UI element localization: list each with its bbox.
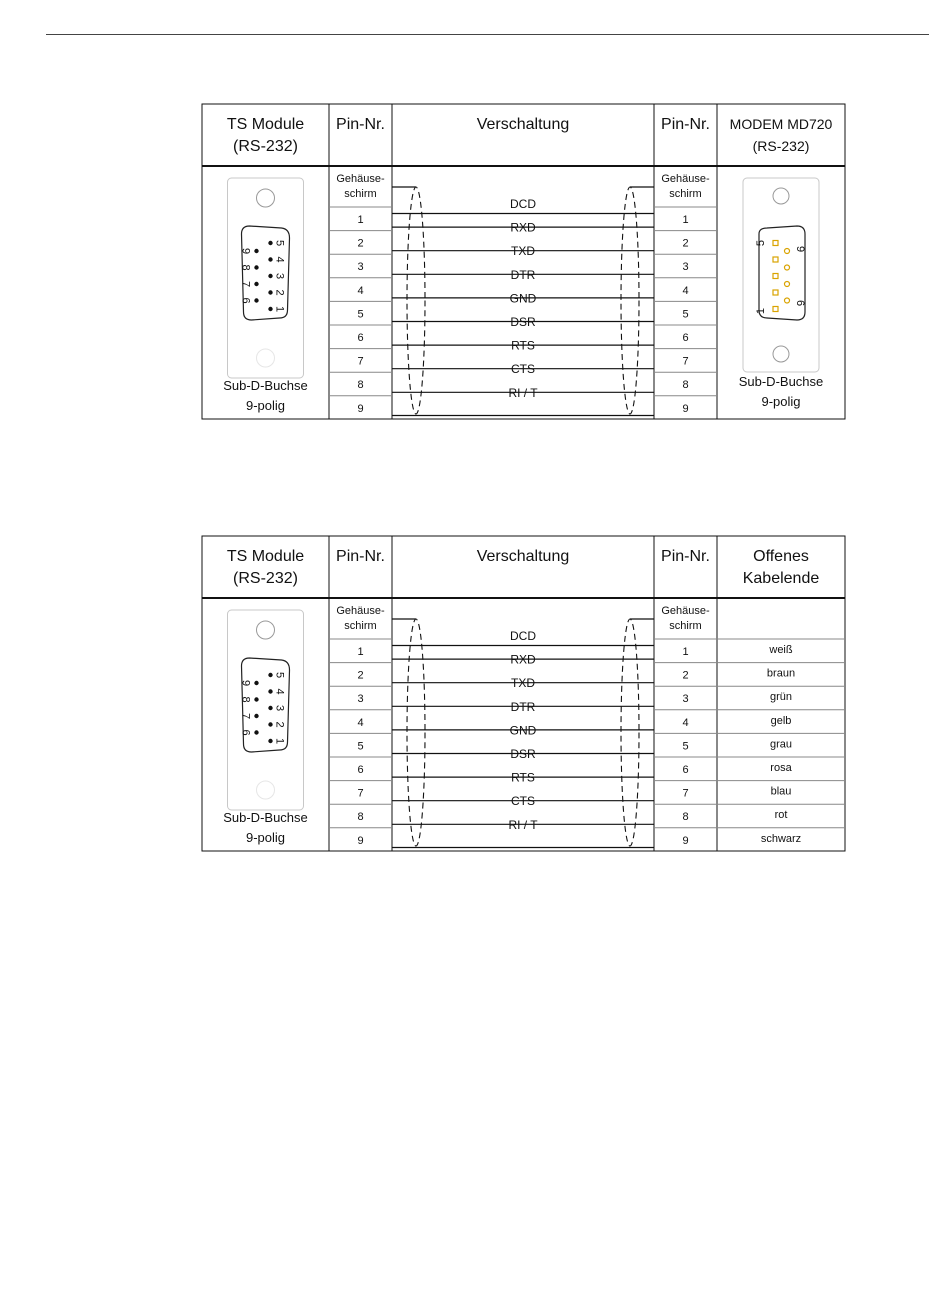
right-pin-1: 1 [682,646,689,658]
cable-color-7: blau [770,785,792,798]
cable-color-4: gelb [770,714,792,727]
signal-dsr: DSR [510,747,536,761]
cable-shield-left [407,187,425,414]
cable-color-5: grau [769,738,793,751]
connector-pin-icon [254,681,258,685]
left-pin-3: 3 [357,261,364,274]
connector-pin-label: 6 [239,297,252,304]
connector-pin-icon [773,307,778,312]
connector-pin-label: 5 [273,239,286,247]
cable-color-9: schwarz [760,832,802,845]
right-pin-8: 8 [682,379,689,392]
right-pin-3: 3 [682,261,689,274]
connector-pin-icon [785,282,790,287]
left-pin-5: 5 [357,308,364,321]
signal-rit: RI / T [508,385,538,400]
cable-color-3: grün [769,691,793,704]
connector-caption-line-1: Sub-D-Buchse [223,378,308,393]
signal-rts: RTS [511,338,535,353]
signal-rxd: RXD [510,652,536,667]
right-pin-2: 2 [682,669,689,682]
connector-pin-icon [773,241,778,246]
signal-cts: CTS [511,794,535,809]
diagram-2-left-connector [223,610,308,845]
mounting-hole-icon [257,189,275,207]
left-pin-1: 1 [357,646,364,658]
left-pin-6: 6 [357,332,364,344]
connector-pin-label: 1 [755,307,767,315]
diagram-1-left-connector [223,178,308,413]
right-pin-6: 6 [682,332,689,344]
connector-caption-line-1: Sub-D-Buchse [738,374,824,389]
right-pin-9: 9 [682,834,689,847]
mounting-hole-icon [257,621,275,639]
left-shield-label-line-2: schirm [344,188,377,200]
signal-dtr: DTR [510,267,536,282]
signal-dsr: DSR [510,315,536,329]
connector-pin-label: 2 [273,721,286,728]
right-shield-label-line-2: schirm [669,620,702,632]
connector-pin-label: 9 [239,679,252,687]
right-shield-label-line-1: Gehäuse- [661,173,710,185]
left-pin-7: 7 [357,355,364,368]
connector-pin-label: 5 [755,239,767,247]
left-pin-8: 8 [357,379,364,392]
connector-caption-line-2: 9-polig [761,394,801,409]
right-pin-header: Pin-Nr. [661,116,710,133]
cable-color-2: braun [766,667,796,680]
connector-pin-icon [268,257,272,261]
connector-pin-label: 1 [273,305,286,313]
right-pin-header: Pin-Nr. [661,548,710,565]
left-device-interface: (RS-232) [233,138,298,155]
mounting-hole-icon [257,349,275,367]
signal-rit: RI / T [508,817,538,832]
connector-pin-label: 3 [273,272,286,280]
connector-pin-label: 4 [273,256,286,263]
left-pin-7: 7 [357,787,364,800]
signal-rxd: RXD [510,220,536,235]
connector-pin-label: 9 [239,247,252,255]
right-device-title: Offenes [753,548,809,565]
right-pin-5: 5 [682,308,689,321]
wiring-header: Verschaltung [476,548,570,565]
wiring-header: Verschaltung [476,116,570,133]
right-pin-2: 2 [682,237,689,250]
connector-pin-icon [773,290,778,295]
right-pin-4: 4 [682,716,689,729]
connector-pin-icon [254,697,258,701]
connector-pin-label: 4 [273,688,286,695]
connector-pin-label: 9 [794,245,806,253]
right-pin-7: 7 [682,355,689,368]
right-shield-label-line-1: Gehäuse- [661,605,710,617]
connector-pin-icon [773,274,778,279]
connector-pin-icon [254,714,258,718]
right-pin-5: 5 [682,740,689,753]
signal-txd: TXD [511,676,535,691]
signal-dcd: DCD [510,197,536,211]
left-pin-5: 5 [357,740,364,753]
signal-gnd: GND [509,291,537,306]
connector-pin-icon [268,689,272,693]
connector-pin-icon [268,241,272,245]
connector-caption-line-2: 9-polig [245,830,286,845]
connector-pin-label: 7 [239,712,252,720]
right-device-subtitle: Kabelende [742,570,820,587]
left-pin-6: 6 [357,764,364,776]
connector-pin-label: 2 [273,289,286,296]
left-pin-4: 4 [357,716,364,729]
left-pin-3: 3 [357,693,364,706]
connector-pin-icon [785,249,790,254]
right-device-title: MODEM MD720 [729,116,833,132]
connector-plate-outline [743,178,819,372]
connector-plate-outline [228,610,304,810]
cable-shield-right [621,619,639,846]
connector-pin-label: 5 [273,671,286,679]
left-shield-label-line-2: schirm [344,620,377,632]
connector-caption-line-1: Sub-D-Buchse [223,810,308,825]
connector-pin-icon [268,274,272,278]
left-shield-label-line-1: Gehäuse- [336,173,385,185]
cable-shield-right [621,187,639,414]
signal-rts: RTS [511,770,535,785]
left-pin-1: 1 [357,214,364,226]
connector-pin-icon [268,706,272,710]
connector-pin-label: 1 [273,737,286,745]
left-pin-9: 9 [357,402,364,415]
left-pin-header: Pin-Nr. [336,116,385,133]
connector-pin-icon [268,739,272,743]
cable-color-8: rot [774,809,788,822]
left-device-interface: (RS-232) [233,570,298,587]
right-pin-4: 4 [682,284,689,297]
connector-pin-label: 6 [239,729,252,736]
connector-pin-icon [773,257,778,262]
left-pin-2: 2 [357,237,364,250]
diagram-1-right-connector [739,178,824,409]
mounting-hole-icon [773,346,789,362]
right-pin-3: 3 [682,693,689,706]
connector-pin-icon [785,265,790,270]
right-pin-7: 7 [682,787,689,800]
connector-pin-icon [254,298,258,302]
cable-color-1: weiß [769,644,793,656]
connector-pin-icon [268,307,272,311]
left-pin-8: 8 [357,811,364,824]
left-pin-4: 4 [357,284,364,297]
left-device-title: TS Module [226,116,305,133]
left-pin-header: Pin-Nr. [336,548,385,565]
connector-pin-label: 7 [239,280,252,288]
connector-pin-label: 8 [239,696,252,703]
connector-pin-icon [254,730,258,734]
signal-dtr: DTR [510,699,536,714]
connector-pin-icon [268,673,272,677]
left-shield-label-line-1: Gehäuse- [336,605,385,617]
cable-shield-left [407,619,425,846]
connector-pin-icon [254,282,258,286]
left-pin-9: 9 [357,834,364,847]
connector-caption-line-2: 9-polig [245,398,286,413]
connector-pin-label: 3 [273,704,286,712]
mounting-hole-icon [257,781,275,799]
connector-pin-icon [254,265,258,269]
mounting-hole-icon [773,188,789,204]
cable-color-6: rosa [770,762,792,774]
left-device-title: TS Module [226,548,305,565]
right-shield-label-line-2: schirm [669,188,702,200]
signal-txd: TXD [511,244,535,259]
signal-gnd: GND [509,723,537,738]
connector-pin-label: 8 [239,264,252,271]
right-pin-9: 9 [682,402,689,415]
right-pin-1: 1 [682,214,689,226]
signal-dcd: DCD [510,629,536,643]
connector-plate-outline [228,178,304,378]
right-pin-8: 8 [682,811,689,824]
connector-pin-icon [268,290,272,294]
signal-cts: CTS [511,362,535,377]
left-pin-2: 2 [357,669,364,682]
right-device-subtitle: (RS-232) [752,138,810,154]
connector-pin-icon [268,722,272,726]
connector-pin-icon [254,249,258,253]
connector-pin-icon [785,298,790,303]
right-pin-6: 6 [682,764,689,776]
connector-pin-label: 6 [794,299,806,307]
